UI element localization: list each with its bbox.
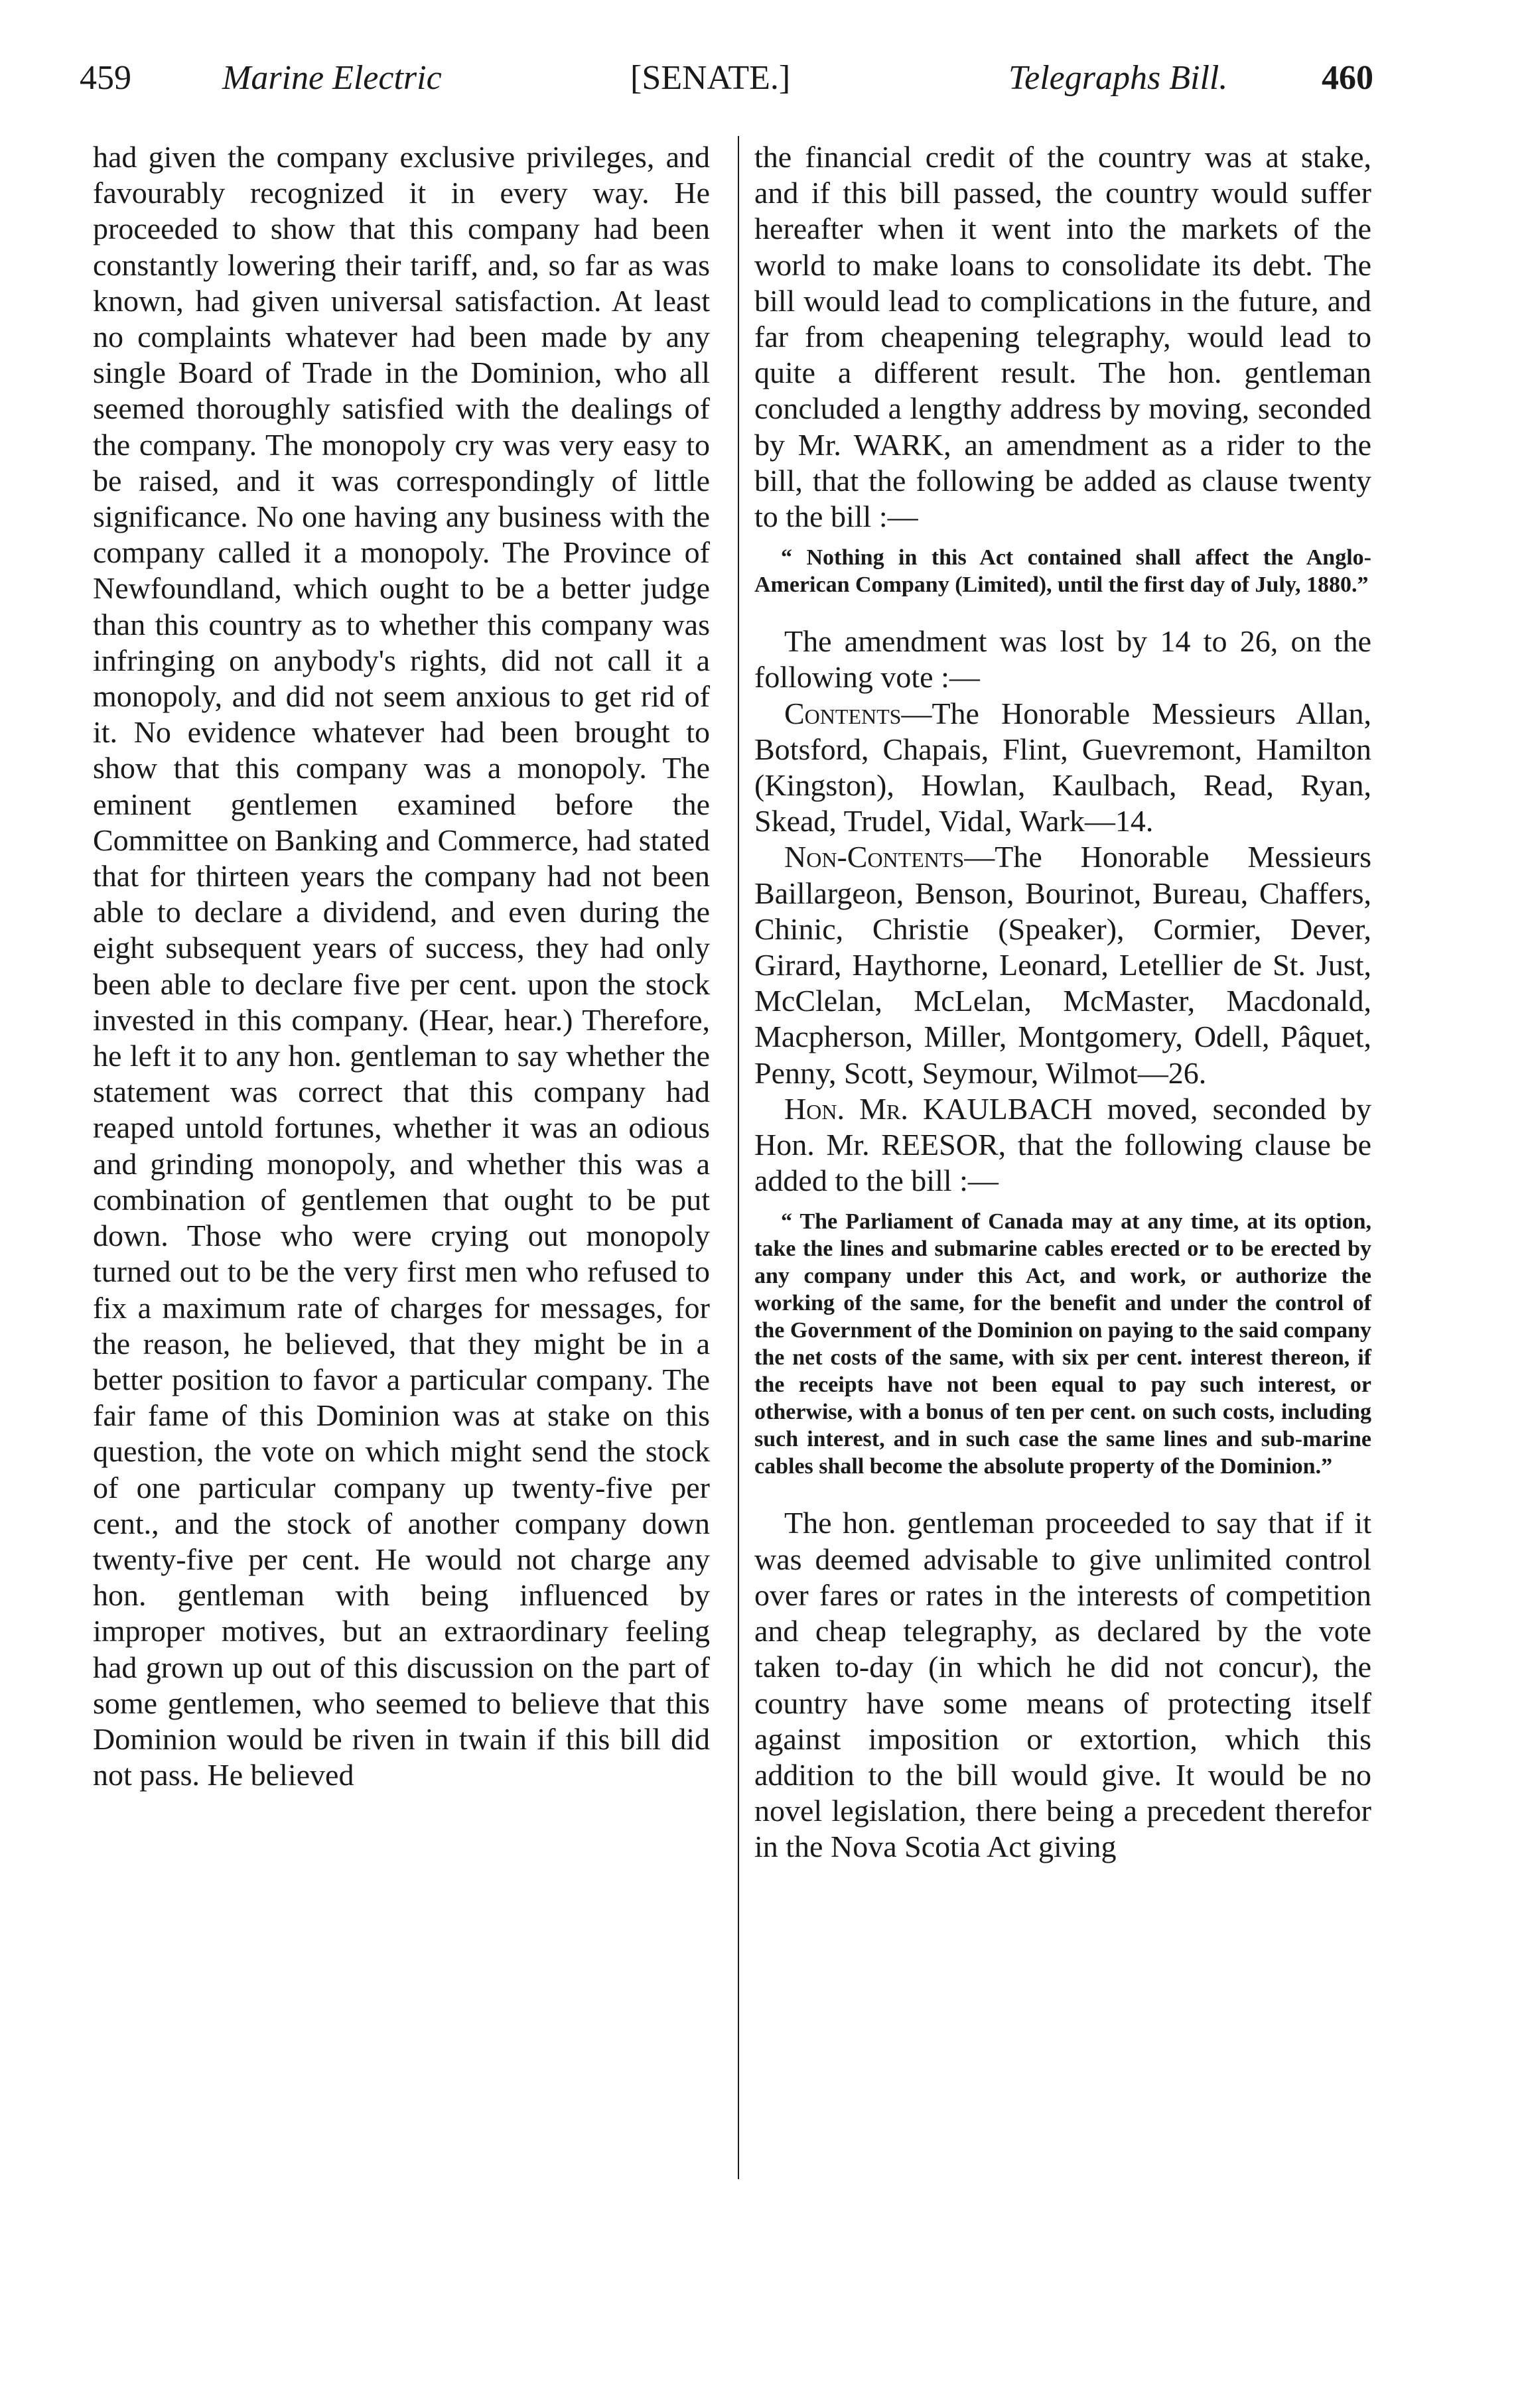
- right-column: [754, 139, 1371, 1865]
- contents-label: Contents: [784, 696, 902, 730]
- left-running-title: Marine Electric: [222, 59, 442, 97]
- left-column: [93, 139, 710, 1793]
- left-column-text: had given the company exclusive privileges, and favourably recognized it in every way. He proceeded to show that this company had been constantly lowering their tariff, and, so far as was known, had given universal satisfaction. At least no complaints whatever had been made by any single Board of Trade in the Dominion, who all seemed thoroughly satisfied with the dealings of the company. The monopoly cry was very easy to be raised, and it was correspondingly of little significance. No one having any business with the company called it a monopoly. The Province of Newfoundland, which ought to be a better judge than this country as to whether this company was infringing on anybody's rights, did not call it a monopoly, and did not seem anxious to get rid of it. No evidence whatever had been brought to show that this company was a monopoly. The eminent gentlemen examined before the Committee on Banking and Commerce, had stated that for thirteen years the company had not been able to declare a dividend, and even during the eight subsequent years of success, they had only been able to declare five per cent. upon the stock invested in this company. (Hear, hear.) Therefore, he left it to any hon. gentleman to say whether the statement was correct that this company had reaped untold fortunes, whether it was an odious and grinding monopoly, and whether this was a combination of gentlemen that ought to be put down. Those who were crying out monopoly turned out to be the very first men who refused to fix a maximum rate of charges for messages, for the reason, he believed, that they might be in a better position to favor a particular company. The fair fame of this Dominion was at stake on this question, the vote on which might send the stock of one particular company up twenty-five per cent., and the stock of another company down twenty-five per cent. He would not charge any hon. gentleman with being influenced by improper motives, but an extraordinary feeling had grown up out of this discussion on the part of some gentlemen, who seemed to believe that this Dominion would be riven in twain if this bill did not pass. He believed: [93, 140, 710, 1792]
- right-para-2: The amendment was lost by 14 to 26, on the following vote :—: [754, 624, 1371, 695]
- contents-vote: [754, 696, 1371, 840]
- motion-lead: Hon. Mr. KAULBACH: [784, 1091, 1093, 1126]
- right-para-3: The hon. gentleman proceeded to say that if it was deemed advisable to give unlimited control over fares or rates in the interests of competition and cheap telegraphy, as declared by the vote taken to-day (in which he did not concur), the country have some means of protecting itself against imposition or extortion, which this addition to the bill would give. It would be no novel legislation, there being a precedent therefor in the Nova Scotia Act giving: [754, 1506, 1371, 1864]
- noncontents-vote: [754, 839, 1371, 1091]
- contents-names: —The Honorable Messieurs Allan, Botsford, Chapais, Flint, Guevremont, Hamilton (Kingston), Howlan, Kaulbach, Read, Ryan, Skead, Trudel, Vidal, Wark—14.: [754, 696, 1371, 838]
- motion-text: moved, seconded by Hon. Mr. REESOR, that the following clause be added to the bill :—: [754, 1091, 1371, 1198]
- noncontents-label: Non-Contents: [784, 840, 965, 874]
- right-running-title: Telegraphs Bill.: [1008, 59, 1228, 97]
- right-para-1: the financial credit of the country was at stake, and if this bill passed, the country would suffer hereafter when it went into the markets of the world to make loans to consolidate its debt. The bill would lead to complications in the future, and far from cheapening telegraphy, would lead to quite a different result. The hon. gentleman concluded a lengthy address by moving, seconded by Mr. WARK, an amendment as a rider to the bill, that the following be added as clause twenty to the bill :—: [754, 140, 1371, 534]
- noncontents-names: —The Honorable Messieurs Baillargeon, Benson, Bourinot, Bureau, Chaffers, Chinic, Christie (Speaker), Cormier, Dever, Girard, Haythorne, Leonard, Letellier de St. Just, McClelan, McLelan, McMaster, Macdonald, Macpherson, Miller, Montgomery, Odell, Pâquet, Penny, Scott, Seymour, Wilmot—26.: [754, 840, 1371, 1090]
- quoted-amendment: “ Nothing in this Act contained shall affect the Anglo-American Company (Limited), until the first day of July, 1880.”: [754, 545, 1371, 598]
- motion-paragraph: [754, 1091, 1371, 1199]
- center-running-title: [SENATE.]: [630, 59, 791, 97]
- right-page-number: 460: [1322, 59, 1373, 97]
- column-divider: [738, 136, 739, 2179]
- quoted-clause: “ The Parliament of Canada may at any time, at its option, take the lines and submarine cables erected or to be erected by any company under this Act, and work, or authorize the working of the same, for the benefit and under the control of the Government of the Dominion on paying to the said company the net costs of the same, with six per cent. interest thereon, if the receipts have not been equal to pay such interest, or otherwise, with a bonus of ten per cent. on such costs, including such interest, and in such case the same lines and sub-marine cables shall become the absolute property of the Dominion.”: [754, 1209, 1371, 1479]
- page-header: [80, 58, 1373, 118]
- left-page-number: 459: [80, 59, 131, 97]
